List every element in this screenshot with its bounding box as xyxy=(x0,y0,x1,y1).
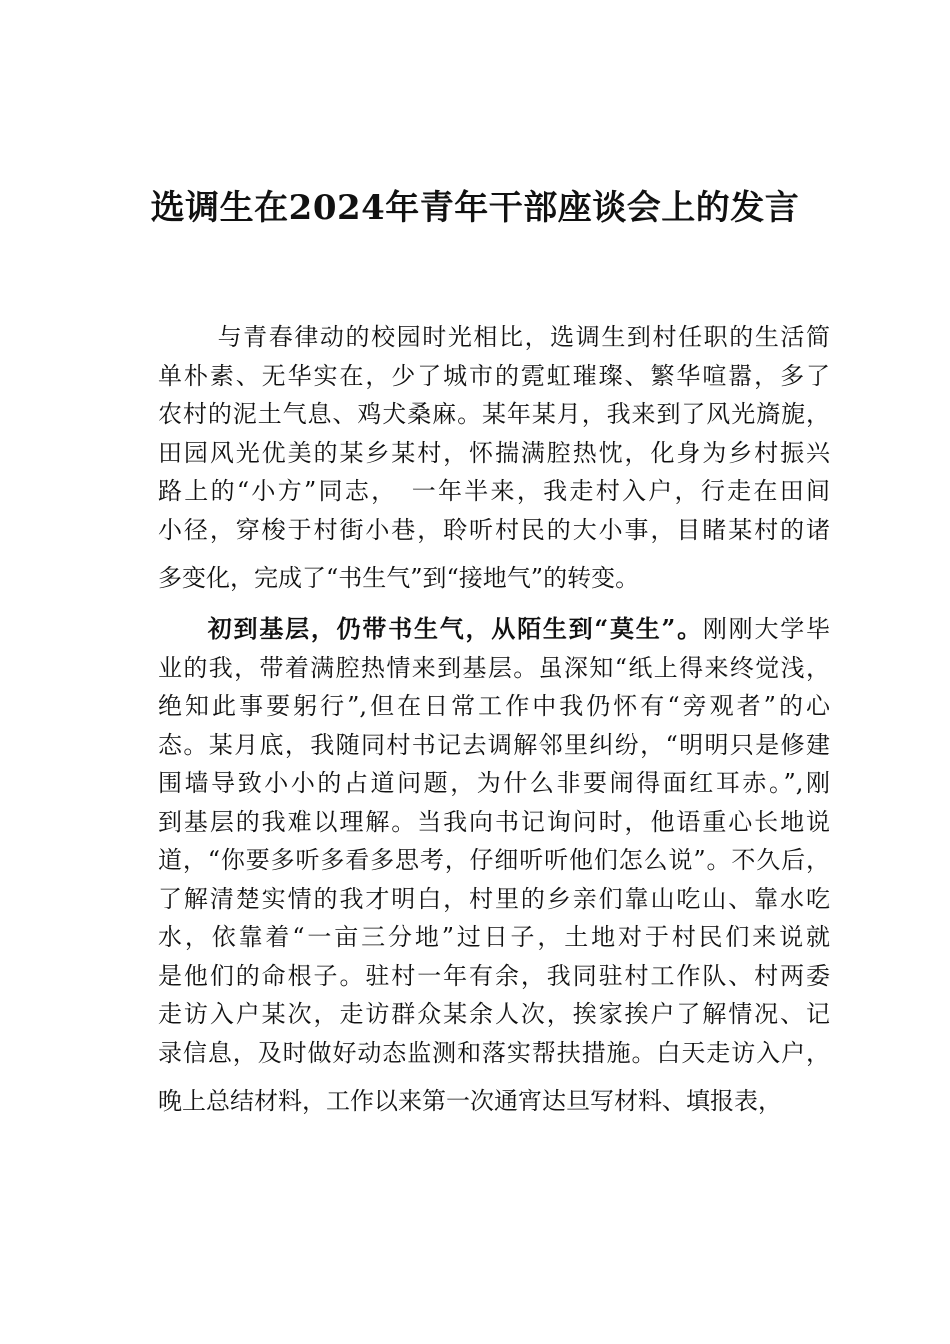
paragraph-line: 道，“你要多听多看多思考，仔细听听他们怎么说”。不久后， xyxy=(158,846,830,874)
paragraph-line: 与青春律动的校园时光相比，选调生到村任职的生活简 xyxy=(216,323,830,351)
paragraph-line: 是他们的命根子。驻村一年有余，我同驻村工作队、村两委 xyxy=(158,961,830,990)
paragraph-line: 了解清楚实情的我才明白，村里的乡亲们靠山吃山、靠水吃 xyxy=(158,884,830,913)
paragraph-line: 态。某月底，我随同村书记去调解邻里纠纷，“明明只是修建 xyxy=(158,730,830,759)
paragraph-line: 单朴素、无华实在，少了城市的霓虹璀璨、繁华喧嚣，多了 xyxy=(158,361,830,390)
paragraph-line: 路上的“小方”同志， 一年半来，我走村入户，行走在田间 xyxy=(158,477,830,505)
paragraph-line: 农村的泥土气息、鸡犬桑麻。某年某月，我来到了风光旖旎， xyxy=(158,400,830,428)
paragraph-line: 晚上总结材料，工作以来第一次通宵达旦写材料、填报表， xyxy=(158,1087,782,1115)
paragraph-line: 初到基层，仍带书生气，从陌生到“莫生”。刚刚大学毕 xyxy=(206,614,831,643)
paragraph-line: 到基层的我难以理解。当我向书记询问时，他语重心长地说 xyxy=(158,807,830,836)
paragraph-intro xyxy=(158,318,830,598)
paragraph-line: 走访入户某次，走访群众某余人次，挨家挨户了解情况、记 xyxy=(158,1000,830,1028)
document-title: 选调生在2024年青年干部座谈会上的发言 xyxy=(150,188,800,228)
paragraph-line: 绝知此事要躬行”,但在日常工作中我仍怀有“旁观者”的心 xyxy=(158,692,830,720)
paragraph-line: 田园风光优美的某乡某村，怀揣满腔热忱，化身为乡村振兴 xyxy=(158,438,830,467)
paragraph-line: 多变化，完成了“书生气”到“接地气”的转变。 xyxy=(158,564,640,592)
paragraph-line: 水，依靠着“一亩三分地”过日子，土地对于村民们来说就 xyxy=(158,923,830,951)
paragraph-line: 围墙导致小小的占道问题，为什么非要闹得面红耳赤。”,刚 xyxy=(158,769,830,797)
paragraph-grassroots xyxy=(158,610,830,1121)
section-lead-heading: 初到基层，仍带书生气，从陌生到“莫生”。 xyxy=(206,614,703,643)
paragraph-line: 录信息，及时做好动态监测和落实帮扶措施。白天走访入户， xyxy=(158,1038,830,1067)
paragraph-line: 小径，穿梭于村街小巷，聆听村民的大小事，目睹某村的诸 xyxy=(158,515,830,544)
paragraph-line: 业的我，带着满腔热情来到基层。虽深知“纸上得来终觉浅， xyxy=(158,653,830,682)
